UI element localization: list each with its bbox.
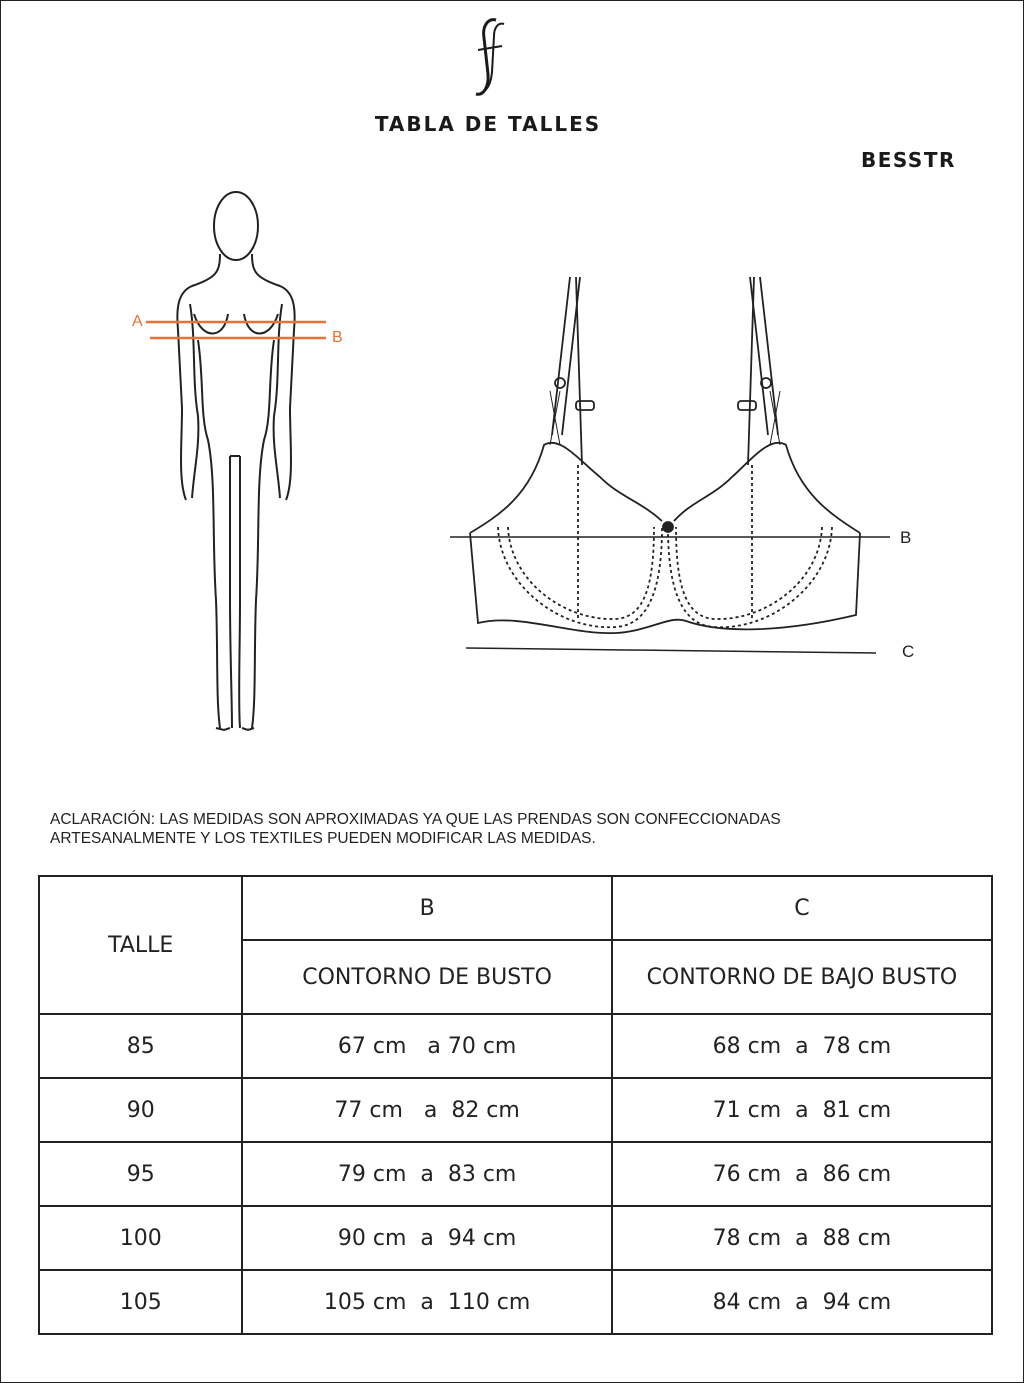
table-row: [39, 1078, 992, 1142]
measure-label-a: A: [132, 313, 143, 330]
bra-label-c: C: [902, 642, 915, 661]
bra-label-b: B: [900, 528, 912, 547]
bust-cell: 79 cm a 83 cm: [242, 1142, 611, 1206]
size-cell: 95: [39, 1142, 242, 1206]
size-header: TALLE: [39, 876, 242, 1014]
page-title: TABLA DE TALLES: [374, 112, 602, 136]
underbust-cell: 71 cm a 81 cm: [612, 1078, 992, 1142]
bust-cell: 67 cm a 70 cm: [242, 1014, 611, 1078]
bust-cell: 105 cm a 110 cm: [242, 1270, 611, 1334]
col-b-letter: B: [242, 876, 611, 940]
table-row: [39, 1014, 992, 1078]
size-cell: 105: [39, 1270, 242, 1334]
underbust-cell: 78 cm a 88 cm: [612, 1206, 992, 1270]
measure-label-b: B: [332, 329, 343, 346]
col-c-label: CONTORNO DE BAJO BUSTO: [612, 940, 992, 1014]
underbust-cell: 76 cm a 86 cm: [612, 1142, 992, 1206]
col-c-letter: C: [612, 876, 992, 940]
size-cell: 85: [39, 1014, 242, 1078]
ff-monogram-logo: [462, 14, 514, 100]
col-b-label: CONTORNO DE BUSTO: [242, 940, 611, 1014]
disclaimer-line-1: ACLARACIÓN: LAS MEDIDAS SON APROXIMADAS YA QUE LAS PRENDAS SON CONFECCIONADAS: [50, 811, 781, 828]
bra-technical-drawing: [440, 265, 940, 675]
bust-cell: 90 cm a 94 cm: [242, 1206, 611, 1270]
size-table: [38, 875, 993, 1335]
model-name: BESSTR: [861, 148, 956, 172]
underbust-cell: 68 cm a 78 cm: [612, 1014, 992, 1078]
underbust-cell: 84 cm a 94 cm: [612, 1270, 992, 1334]
size-cell: 100: [39, 1206, 242, 1270]
bra-line-c: [466, 648, 876, 653]
table-row: [39, 1270, 992, 1334]
table-row: [39, 1142, 992, 1206]
disclaimer-line-2: ARTESANALMENTE Y LOS TEXTILES PUEDEN MODIFICAR LAS MEDIDAS.: [50, 830, 596, 847]
size-cell: 90: [39, 1078, 242, 1142]
body-figure-illustration: [120, 180, 360, 740]
bust-cell: 77 cm a 82 cm: [242, 1078, 611, 1142]
table-row: [39, 1206, 992, 1270]
disclaimer-note: [50, 810, 930, 848]
